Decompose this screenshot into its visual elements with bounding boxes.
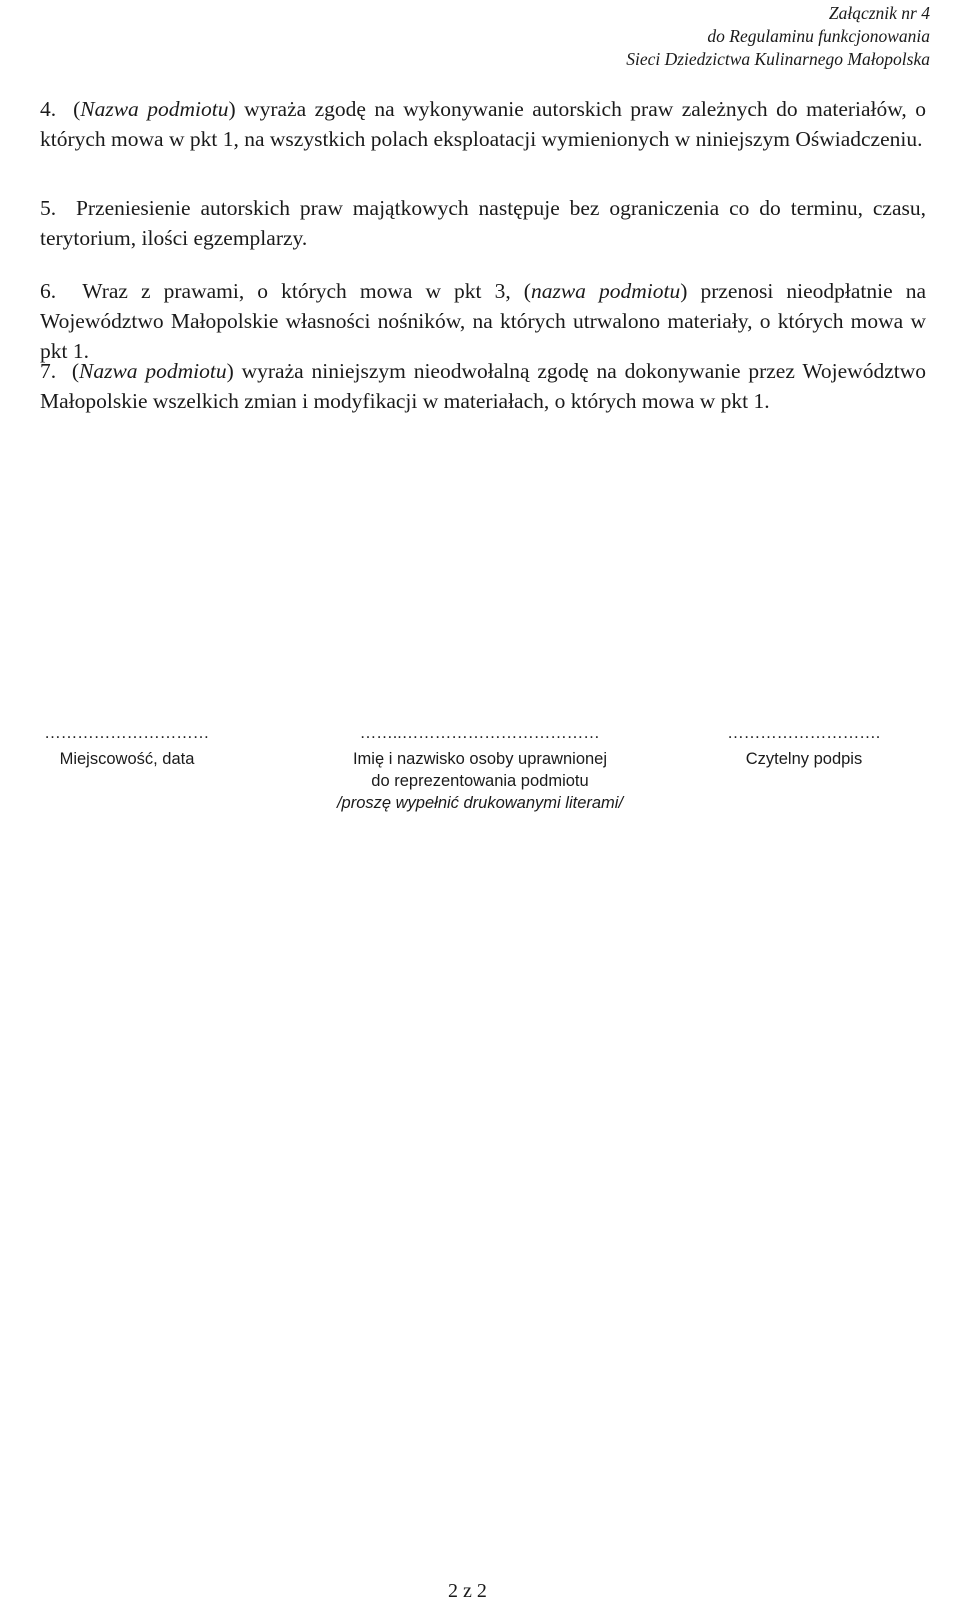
clause-text: Przeniesienie autorskich praw majątkowych następuje bez ograniczenia co do terminu, czasu, terytorium, ilości egzemplarzy. (40, 196, 926, 250)
clause-number: 4. (40, 97, 57, 121)
annex-network-name: Sieci Dziedzictwa Kulinarnego Małopolska (626, 49, 930, 69)
clause-number: 7. (40, 359, 57, 383)
place-date-label: Miejscowość, data (59, 750, 195, 768)
clause-text: ) wyraża niniejszym nieodwołalną zgodę na dokonywanie przez Województwo Małopolskie wszelkich zmian i modyfikacji w materiałach, o których mowa w pkt 1. (40, 359, 927, 413)
clause-number: 6. (40, 279, 57, 303)
annex-regulation: do Regulaminu funkcjonowania (707, 26, 930, 46)
clause-text: ) przenosi nieodpłatnie na Województwo Małopolskie własności nośników, na których utrwalono materiały, o których mowa w pkt 1. (40, 279, 927, 363)
clause-5 (40, 193, 926, 253)
clause-number: 5. (40, 196, 57, 220)
capital-letters-note: /proszę wypełnić drukowanymi literami/ (336, 794, 624, 812)
representative-name-field (300, 726, 660, 814)
clause-7 (40, 356, 926, 416)
signature-label: Czytelny podpis (745, 750, 863, 768)
place-date-fill-line: ………………………… (44, 725, 210, 742)
entity-name-placeholder: Nazwa podmiotu (80, 97, 229, 121)
clause-text: ( (71, 359, 79, 383)
representative-name-fill-line: ……..……………………………… (360, 725, 600, 742)
clause-text: ) wyraża zgodę na wykonywanie autorskich praw zależnych do materiałów, o których mowa w pkt 1, na wszystkich polach eksploatacji wymienionych w niniejszym Oświadczeniu. (40, 97, 926, 151)
clause-4 (40, 94, 926, 154)
entity-name-placeholder: Nazwa podmiotu (78, 359, 227, 383)
clause-6 (40, 276, 926, 366)
annex-number: Załącznik nr 4 (828, 3, 930, 23)
clause-text: ( (73, 97, 81, 121)
representative-name-label: Imię i nazwisko osoby uprawnionej (352, 750, 608, 768)
document-header (626, 2, 930, 71)
representative-name-label-cont: do reprezentowania podmiotu (371, 772, 589, 790)
legible-signature-field (694, 726, 914, 770)
page-number: 2 z 2 (448, 1580, 487, 1602)
clause-text: Wraz z prawami, o których mowa w pkt 3, ( (82, 279, 531, 303)
place-date-signature-field (32, 726, 222, 770)
signature-fill-line: ………………………. (727, 725, 881, 742)
entity-name-placeholder: nazwa podmiotu (530, 279, 681, 303)
